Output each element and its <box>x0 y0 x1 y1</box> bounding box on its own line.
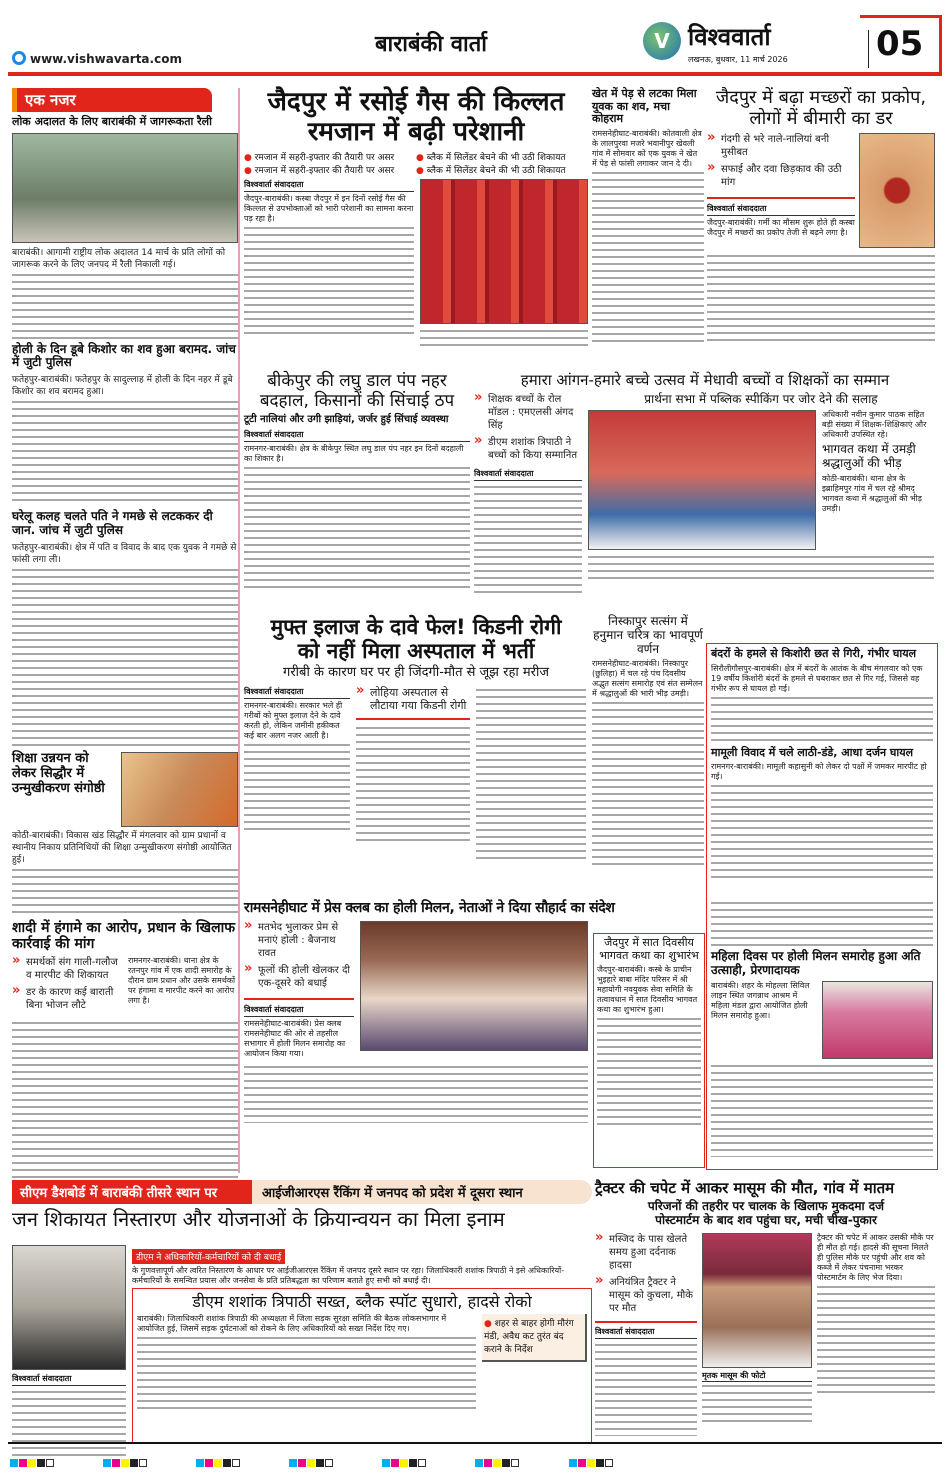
banner-cm-dashboard: सीएम डैशबोर्ड में बाराबंकी तीसरे स्थान पर <box>12 1180 252 1204</box>
pull-quote: » लोहिया अस्पताल से लौटाया गया किडनी रोगी <box>356 686 470 720</box>
story-canal <box>244 372 470 607</box>
story-ranking <box>12 1180 592 1445</box>
road-safety-box <box>132 1288 592 1444</box>
story-holi-lead: रामसनेहीघाट-बाराबंकी। प्रेस क्लब रामसनेहीघाट की ओर से तहसील सभागार में होली मिलन समारोह का आयोजन किया गया। <box>244 1019 346 1059</box>
bullet: » शिक्षक बच्चों के रोल मॉडल : एमएलसी अंगद सिंह <box>474 393 582 432</box>
headline-bhagwat-bheed: भागवत कथा में उमड़ी श्रद्धालुओं की भीड़ <box>822 442 916 470</box>
byline: विश्ववार्ता संवाददाता <box>244 686 350 699</box>
ek-nazar-tag: एक नजर <box>12 88 212 112</box>
bullet: » मस्जिद के पास खेलते समय हुआ दर्दनाक हादसा <box>595 1233 697 1272</box>
story-road-lead: बाराबंकी। जिलाधिकारी शशांक त्रिपाठी की अध्यक्षता में जिला सड़क सुरक्षा समिति की बैठक लोकसभागार में आयोजित हुई, जिसमें सड़क दुर्घटनाओं को रोकने के लिए अधिकारियों को सख्त निर्देश दिए गए। <box>137 1314 447 1334</box>
story-mosquito-lead: जैदपुर-बाराबंकी। गर्मी का मौसम शुरू होते ही कस्बा जैदपुर में मच्छरों का प्रकोप तेजी से बढ़ने लगा है। <box>707 218 855 238</box>
story-body <box>12 271 238 339</box>
story-body <box>588 553 934 579</box>
headline-shiksha: शिक्षा उन्नयन को लेकर सिद्धौर में उन्मुखीकरण संगोष्ठी <box>12 750 105 796</box>
story-body <box>420 327 588 349</box>
point: ● ब्लैक में सिलेंडर बेचने की भी उठी शिकायत <box>416 150 588 163</box>
story-monkey-box <box>706 643 938 895</box>
bullet: » गंदगी से भरे नाले-नालियां बनी मुसीबत <box>707 133 855 159</box>
story-body <box>474 483 582 593</box>
bullet: » सफाई और दवा छिड़काव की उठी मांग <box>707 163 855 189</box>
headline-women-day: महिला दिवस पर होली मिलन समारोह हुआ अति उत्साही, प्रेरणादायक <box>711 949 921 977</box>
story-bhagwat-box <box>593 933 705 1168</box>
story-monkey-lead: सिरौलीगौसपुर-बाराबंकी। क्षेत्र में बंदरों के आतंक के बीच मंगलवार को एक 19 वर्षीय किशोरी बंदरों के हमले से घबराकर छत से गिर गई, जिससे वह गंभीर रूप से घायल हो गई। <box>711 663 923 693</box>
story-gas <box>244 88 588 366</box>
story-canal-lead: रामनगर-बाराबंकी। क्षेत्र के बीकेपुर स्थित लघु डाल पंप नहर इन दिनों बदहाली का शिकार है। <box>244 443 464 463</box>
mosquito-photo <box>859 133 935 248</box>
story-holi <box>244 900 615 1170</box>
story-body <box>711 899 933 947</box>
story-gharelu-lead: फतेहपुर-बाराबंकी। क्षेत्र में पति व विवाद के बाद एक युवक ने गमछे से फांसी लगा ली। <box>12 542 237 565</box>
story-body <box>244 741 350 831</box>
story-gas-lead: जैदपुर-बाराबंकी। कस्बा जैदपुर में इन दिनों रसोई गैस की किल्लत से उपभोक्ताओं को भारी परेशानी का सामना करना पड़ रहा है। <box>244 193 414 223</box>
headline-field: खेत में पेड़ से लटका मिला युवक का शव, मचा कोहराम <box>592 87 697 126</box>
headline-school: हमारा आंगन-हमारे बच्चे उत्सव में मेधावी बच्चों व शिक्षकों का सम्मान <box>520 371 890 389</box>
story-body <box>595 1341 697 1436</box>
divider <box>244 998 354 1000</box>
bullet: » डीएम शशांक त्रिपाठी ने बच्चों को किया सम्मानित <box>474 436 582 462</box>
byline: विश्ववार्ता संवाददाता <box>474 468 582 481</box>
divider <box>707 197 855 199</box>
story-body <box>707 252 935 342</box>
headline-shadi: शादी में हंगामे का आरोप, प्रधान के खिलाफ कार्रवाई की मांग <box>12 919 236 952</box>
story-tractor-lead: ट्रैक्टर की चपेट में आकर उसकी मौके पर ही मौत हो गई। हादसे की सूचना मिलते ही पुलिस मौके पर पहुंची और शव को कब्जे में लेकर पंचनामा भरकर पोस्टमार्टम के लिए भेज दिया। <box>817 1232 934 1282</box>
bullet: » अनियंत्रित ट्रैक्टर ने मासूम को कुचला, मौके पर मौत <box>595 1276 697 1315</box>
byline: विश्ववार्ता संवाददाता <box>244 429 470 442</box>
byline: विश्ववार्ता संवाददाता <box>595 1326 697 1339</box>
footer-rule <box>8 1442 942 1444</box>
story-satsang-lead: रामसनेहीघाट-बाराबंकी। निस्कापुर (छुलिहा) में चल रहे पंच दिवसीय अद्भुत सत्संग समारोह एवं संत सम्मेलन में श्रद्धालुओं की भारी भीड़ उमड़ी। <box>592 659 703 699</box>
child-photo <box>702 1233 812 1368</box>
byline: विश्ववार्ता संवाददाता <box>12 1373 126 1386</box>
story-body <box>711 782 933 882</box>
story-body <box>592 169 704 344</box>
headline-ranking: जन शिकायत निस्तारण और योजनाओं के क्रियान्वयन का मिला इनाम <box>12 1207 505 1231</box>
page-number-box <box>860 15 942 73</box>
page-number: 05 <box>876 24 924 64</box>
subhead-tractor-1: परिजनों की तहरीर पर चालक के खिलाफ मुकदमा दर्ज <box>647 1199 885 1214</box>
headline-kishor: होली के दिन डूबे किशोर का शव हुआ बरामद. जांच में जुटी पुलिस <box>12 341 236 370</box>
story-bhagwat1-lead: कोठी-बाराबंकी। थाना क्षेत्र के इब्राहिमपुर गांव में चल रहे श्रीमद् भागवत कथा में श्रद्धालुओं की भीड़ उमड़ी। <box>822 473 922 513</box>
story-shiksha-lead: कोठी-बाराबंकी। विकास खंड सिद्धौर में मंगलवार को ग्राम प्रधानों व स्थानीय निकाय प्रतिनिधियों की शिक्षा उन्मुखीकरण संगोष्ठी आयोजित हुई। <box>12 830 232 865</box>
story-dispute-lead: रामनगर-बाराबंकी। मामूली कहासुनी को लेकर दो पक्षों में जमकर मारपीट हो गई। <box>711 762 927 782</box>
dateline: लखनऊ, बुधवार, 11 मार्च 2026 <box>688 55 788 64</box>
story-body <box>244 1063 588 1123</box>
headline-gas-1: जैदपुर में रसोई गैस की किल्लत <box>267 87 565 117</box>
section-title: बाराबंकी वार्ता <box>375 32 487 57</box>
school-side-text: अधिकारी नवीन कुमार पाठक सहित बड़ी संख्या में शिक्षक-शिक्षिकाएं और अधिकारी उपस्थित रहे। <box>822 410 927 440</box>
story-tractor <box>595 1180 937 1445</box>
story-kishor-lead: फतेहपुर-बाराबंकी। फतेहपुर के सादुल्लाह में होली के दिन नहर में डूबे किशोर का शव बरामद हुआ। <box>12 375 233 398</box>
story-body <box>12 1019 238 1189</box>
website-link[interactable]: www.vishwavarta.com <box>30 52 182 66</box>
subhead-school: प्रार्थना सभा में पब्लिक स्पीकिंग पर जोर देने की सलाह <box>644 392 878 407</box>
sangoshthi-photo <box>121 752 238 827</box>
headline-kidney-2: को नहीं मिला अस्पताल में भर्ती <box>297 639 535 664</box>
story-shadi-lead: रामनगर-बाराबंकी। थाना क्षेत्र के रतनपुर गांव में एक शादी समारोह के दौरान ग्राम प्रधान और उसके समर्थकों पर हंगामा व मारपीट करने का आरोप लगा है। <box>128 956 236 1006</box>
story-body <box>12 398 238 506</box>
story-body <box>244 224 414 334</box>
story-kidney <box>244 615 588 895</box>
story-body <box>592 699 704 869</box>
story-bhagwat2-lead: जैदपुर-बाराबंकी। कस्बे के प्राचीन भुइहारे बाबा मंदिर परिसर में श्री महायोगी नवयुवक सेवा समिति के तत्वावधान में सात दिवसीय भागवत कथा का शुभारंभ हुआ। <box>597 965 698 1015</box>
color-registration-bar <box>10 1452 657 1471</box>
story-body <box>244 464 470 589</box>
point: ● रमजान में सहरी-इफ्तार की तैयारी पर असर <box>244 163 416 176</box>
left-column <box>12 88 240 1173</box>
bullet: » मतभेद भुलाकर प्रेम से मनाएं होली : बैजनाथ रावत <box>244 921 354 960</box>
point: ● रमजान में सहरी-इफ्तार की तैयारी पर असर <box>244 150 416 163</box>
story-kidney-lead: रामनगर-बाराबंकी। सरकार भले ही गरीबों को मुफ्त इलाज देने के दावे करती हो, लेकिन जमीनी हकीकत कई बार अलग नजर आती है। <box>244 701 343 741</box>
headline-tractor: ट्रैक्टर की चपेट में आकर मासूम की मौत, गांव में मातम <box>595 1179 895 1197</box>
brand-name: विश्ववार्ता <box>688 23 771 51</box>
story-mosquito <box>707 88 935 366</box>
press-club-photo <box>360 921 588 1051</box>
story-body <box>12 566 238 746</box>
rally-photo <box>12 133 238 243</box>
story-field-lead: रामसनेहीघाट-बाराबंकी। कोतवाली क्षेत्र के लालपुरवा मजरे भवानीपुर खेवली गांव में सोमवार को एक युवक ने खेत में पेड़ से फांसी लगाकर जान दे दी। <box>592 128 702 168</box>
headline-kidney-1: मुफ्त इलाज के दावे फेल! किडनी रोगी <box>270 615 562 639</box>
story-body <box>702 1382 812 1422</box>
byline: विश्ववार्ता संवाददाता <box>707 203 855 216</box>
story-body <box>356 724 470 844</box>
story-body <box>711 694 933 744</box>
story-body <box>476 686 586 861</box>
headline-canal: बीकेपुर की लघु डाल पंप नहर बदहाल, किसानों की सिंचाई ठप <box>259 371 455 411</box>
masthead <box>0 0 945 76</box>
headline-satsang: निस्कापुर सत्संग में हनुमान चरित्र का भावपूर्ण वर्णन <box>593 614 703 656</box>
headline-lok-adalat: लोक अदालत के लिए बाराबंकी में जागरूकता रैली <box>12 115 212 128</box>
story-women-lead: बाराबंकी। शहर के मोहल्ला सिविल लाइन स्थित जगन्नाथ आश्रम में महिला मंडल द्वारा आयोजित होली मिलन समारोह हुआ। <box>711 980 810 1020</box>
browser-icon <box>12 51 26 65</box>
story-women-day <box>706 895 938 1170</box>
bullet: » फूलों की होली खेलकर दी एक-दूसरे को बधाई <box>244 964 354 990</box>
subhead-canal: टूटी नालियां और उगी झाड़ियां, जर्जर हुई सिंचाई व्यवस्था <box>244 414 449 426</box>
headline-dispute: मामूली विवाद में चले लाठी-डंडे, आधा दर्जन घायल <box>711 745 914 759</box>
women-holi-photo <box>822 981 933 1059</box>
story-ranking-lead: के गुणवत्तापूर्ण और त्वरित निस्तारण के आधार पर आईजीआरएस रैंकिंग में जनपद दूसरे स्थान पर रहा। जिलाधिकारी शशांक त्रिपाठी ने इसे अधिकारियों-कर्मचारियों के समन्वित प्रयास और जनसेवा के प्रति प्रतिबद्धता का परिणाम बताते हुए सभी को बधाई दी। <box>132 1266 565 1285</box>
subhead-kidney: गरीबी के कारण घर पर ही जिंदगी-मौत से जूझ रहा मरीज <box>283 665 549 681</box>
headline-mosquito: जैदपुर में बढ़ा मच्छरों का प्रकोप, लोगों में बीमारी का डर <box>715 87 927 129</box>
story-body <box>711 1062 933 1157</box>
point-mourang-mandi: ● शहर से बाहर होगी मौरंग मंडी, अवैध कट तुरंत बंद कराने के निर्देश <box>482 1314 587 1362</box>
brand-logo-icon: V <box>643 22 681 60</box>
photo-caption: मृतक मासूम की फोटो <box>702 1370 812 1382</box>
headline-gas-2: रमजान में बढ़ी परेशानी <box>307 116 525 147</box>
story-satsang <box>592 615 704 895</box>
subhead-tractor-2: पोस्टमार्टम के बाद शव पहुंचा घर, मची चीख-पुकार <box>655 1213 877 1228</box>
story-body <box>137 1334 476 1409</box>
students-photo <box>588 410 816 550</box>
dm-photo <box>12 1245 126 1370</box>
story-body <box>817 1283 935 1393</box>
headline-bhagwat2: जैदपुर में सात दिवसीय भागवत कथा का शुभारंभ <box>599 936 699 962</box>
banner-igrs: आईजीआरएस रैंकिंग में जनपद को प्रदेश में दूसरा स्थान <box>252 1180 592 1204</box>
story-body <box>12 866 238 916</box>
headline-gharelu-kalah: घरेलू कलह चलते पति ने गमछे से लटककर दी जान. जांच में जुटी पुलिस <box>12 509 213 538</box>
story-body <box>12 1388 126 1458</box>
bullet: » समर्थकों संग गाली-गलौज व मारपीट की शिकायत <box>12 956 122 982</box>
point: ● ब्लैक में सिलेंडर बेचने की भी उठी शिकायत <box>416 163 588 176</box>
story-lok-adalat-lead: बाराबंकी। आगामी राष्ट्रीय लोक अदालत 14 मार्च के प्रति लोगों को जागरूक करने के लिए जनपद में रैली निकाली गई। <box>12 247 226 270</box>
headline-road-safety: डीएम शशांक त्रिपाठी सख्त, ब्लैक स्पॉट सुधारो, हादसे रोको <box>192 1292 532 1311</box>
cylinders-photo <box>420 179 588 324</box>
story-field <box>592 88 704 366</box>
headline-monkey: बंदरों के हमले से किशोरी छत से गिरी, गंभीर घायल <box>711 647 917 660</box>
byline: विश्ववार्ता संवाददाता <box>244 179 414 192</box>
bullet: » डर के कारण कई बाराती बिना भोजन लौटे <box>12 986 122 1012</box>
byline: विश्ववार्ता संवाददाता <box>244 1004 354 1017</box>
divider <box>595 1321 697 1323</box>
headline-holi: रामसनेहीघाट में प्रेस क्लब का होली मिलन, नेताओं ने दिया सौहार्द का संदेश <box>244 900 615 916</box>
tag-dm-badhai: डीएम ने अधिकारियों-कर्मचारियों को दी बधाई <box>132 1249 285 1264</box>
header-rule <box>8 72 942 76</box>
story-school <box>474 372 936 607</box>
story-body <box>597 1015 701 1125</box>
